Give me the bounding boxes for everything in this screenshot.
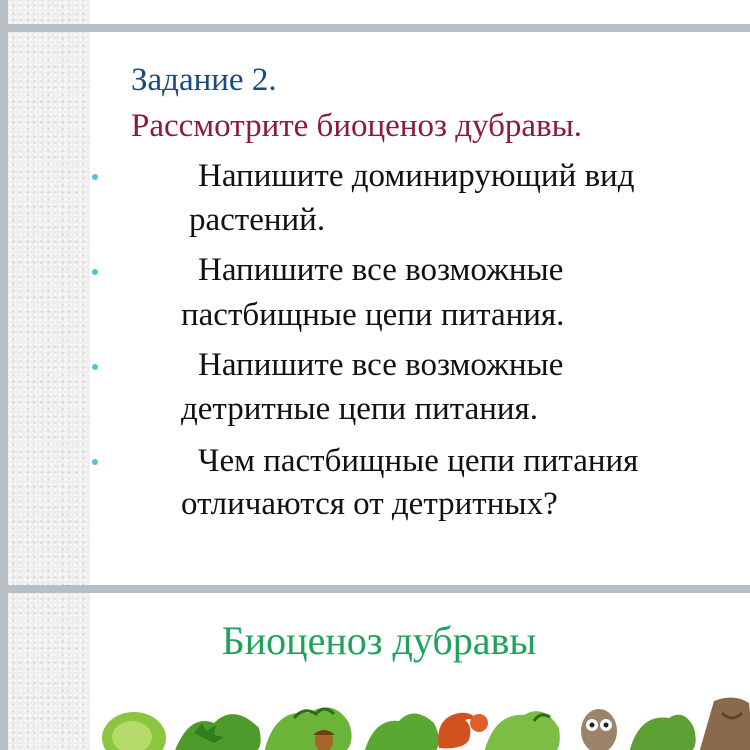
list-item-line: отличаются от детритных? bbox=[181, 486, 558, 522]
next-slide-fragment bbox=[8, 593, 750, 750]
bullet-icon bbox=[92, 459, 98, 465]
task-subtitle: Рассмотрите биоценоз дубравы. bbox=[131, 108, 583, 144]
list-item-line: Напишите доминирующий вид bbox=[198, 158, 635, 194]
list-item-line: Напишите все возможные bbox=[198, 347, 564, 383]
list-item-line: Чем пастбищные цепи питания bbox=[198, 443, 639, 479]
list-item-line: растений. bbox=[189, 202, 326, 238]
slide-texture bbox=[8, 32, 90, 585]
task-slide bbox=[8, 32, 750, 585]
list-item-line: пастбищные цепи питания. bbox=[181, 297, 565, 333]
bullet-icon bbox=[92, 174, 98, 180]
bullet-icon bbox=[92, 364, 98, 370]
previous-slide-fragment bbox=[8, 0, 750, 24]
next-slide-title: Биоценоз дубравы bbox=[221, 618, 537, 663]
slide-texture bbox=[8, 0, 90, 24]
bullet-icon bbox=[92, 269, 98, 275]
list-item-line: детритные цепи питания. bbox=[181, 391, 538, 427]
list-item-line: Напишите все возможные bbox=[198, 252, 564, 288]
oak-forest-illustration bbox=[94, 693, 750, 750]
task-title: Задание 2. bbox=[131, 62, 277, 98]
